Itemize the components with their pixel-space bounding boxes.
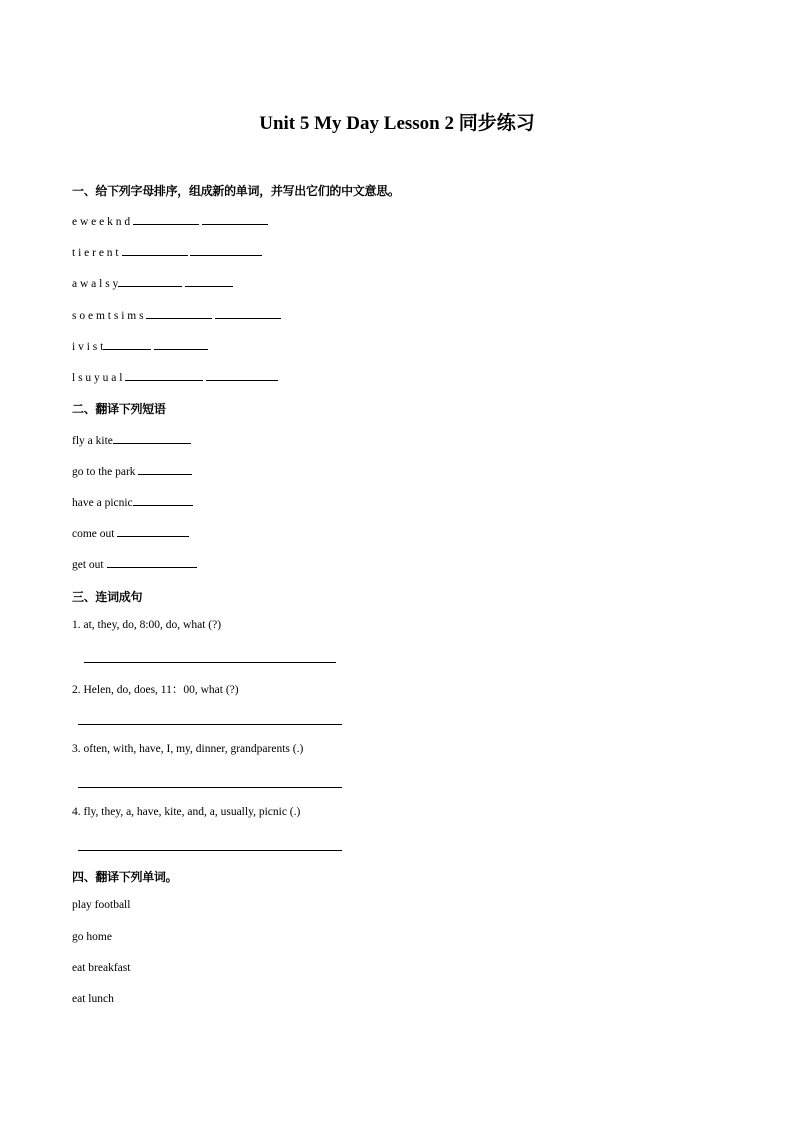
answer-blank[interactable] xyxy=(103,338,151,350)
answer-blank[interactable] xyxy=(122,244,188,256)
s3-item-2: 2. Helen, do, does, 11：00, what (?) xyxy=(72,684,239,696)
s1-item-1 xyxy=(72,213,268,228)
answer-blank[interactable] xyxy=(133,213,199,225)
s2-item-1 xyxy=(72,432,191,447)
s1-item-6 xyxy=(72,369,278,384)
answer-blank[interactable] xyxy=(118,275,182,287)
answer-blank[interactable] xyxy=(215,307,281,319)
s2-item-5-text: get out xyxy=(72,559,104,571)
answer-blank[interactable] xyxy=(190,244,262,256)
s3-item-3: 3. often, with, have, I, my, dinner, grandparents (.) xyxy=(72,743,304,755)
section-1-heading: 一、给下列字母排序，组成新的单词，并写出它们的中文意思。 xyxy=(72,184,400,198)
s3-item-4: 4. fly, they, a, have, kite, and, a, usually, picnic (.) xyxy=(72,806,301,818)
answer-blank[interactable] xyxy=(117,525,189,537)
s4-item-4: eat lunch xyxy=(72,993,114,1005)
answer-blank[interactable] xyxy=(107,556,197,568)
s2-item-2-text: go to the park xyxy=(72,466,136,478)
s1-item-3 xyxy=(72,275,233,290)
sentence-answer-line[interactable] xyxy=(78,724,342,725)
s2-item-2 xyxy=(72,463,192,478)
s4-item-2: go home xyxy=(72,931,112,943)
s1-item-5-text: i v i s t xyxy=(72,341,104,353)
s1-item-6-text: l s u y u a l xyxy=(72,372,123,384)
page-title: Unit 5 My Day Lesson 2 同步练习 xyxy=(259,113,535,134)
answer-blank[interactable] xyxy=(125,369,203,381)
answer-blank[interactable] xyxy=(185,275,233,287)
answer-blank[interactable] xyxy=(202,213,268,225)
s1-item-3-text: a w a l s y xyxy=(72,278,119,290)
section-4-heading: 四、翻译下列单词。 xyxy=(72,870,178,884)
s2-item-5 xyxy=(72,556,197,571)
answer-blank[interactable] xyxy=(133,494,193,506)
s1-item-5 xyxy=(72,338,208,353)
s2-item-1-text: fly a kite xyxy=(72,435,113,447)
sentence-answer-line[interactable] xyxy=(78,850,342,851)
s4-item-1: play football xyxy=(72,899,131,911)
sentence-answer-line[interactable] xyxy=(78,787,342,788)
s1-item-4 xyxy=(72,307,281,322)
s4-item-3: eat breakfast xyxy=(72,962,131,974)
s1-item-2-text: t i e r e n t xyxy=(72,247,119,259)
s2-item-3-text: have a picnic xyxy=(72,497,133,509)
section-2-heading: 二、翻译下列短语 xyxy=(72,402,166,416)
s2-item-4-text: come out xyxy=(72,528,115,540)
answer-blank[interactable] xyxy=(154,338,208,350)
s1-item-4-text: s o e m t s i m s xyxy=(72,310,144,322)
s2-item-3 xyxy=(72,494,193,509)
section-3-heading: 三、连词成句 xyxy=(72,590,143,604)
s1-item-1-text: e w e e k n d xyxy=(72,216,131,228)
answer-blank[interactable] xyxy=(113,432,191,444)
sentence-answer-line[interactable] xyxy=(84,662,336,663)
s1-item-2 xyxy=(72,244,262,259)
s3-item-1: 1. at, they, do, 8:00, do, what (?) xyxy=(72,619,222,631)
answer-blank[interactable] xyxy=(146,307,212,319)
answer-blank[interactable] xyxy=(206,369,278,381)
answer-blank[interactable] xyxy=(138,463,192,475)
s2-item-4 xyxy=(72,525,189,540)
